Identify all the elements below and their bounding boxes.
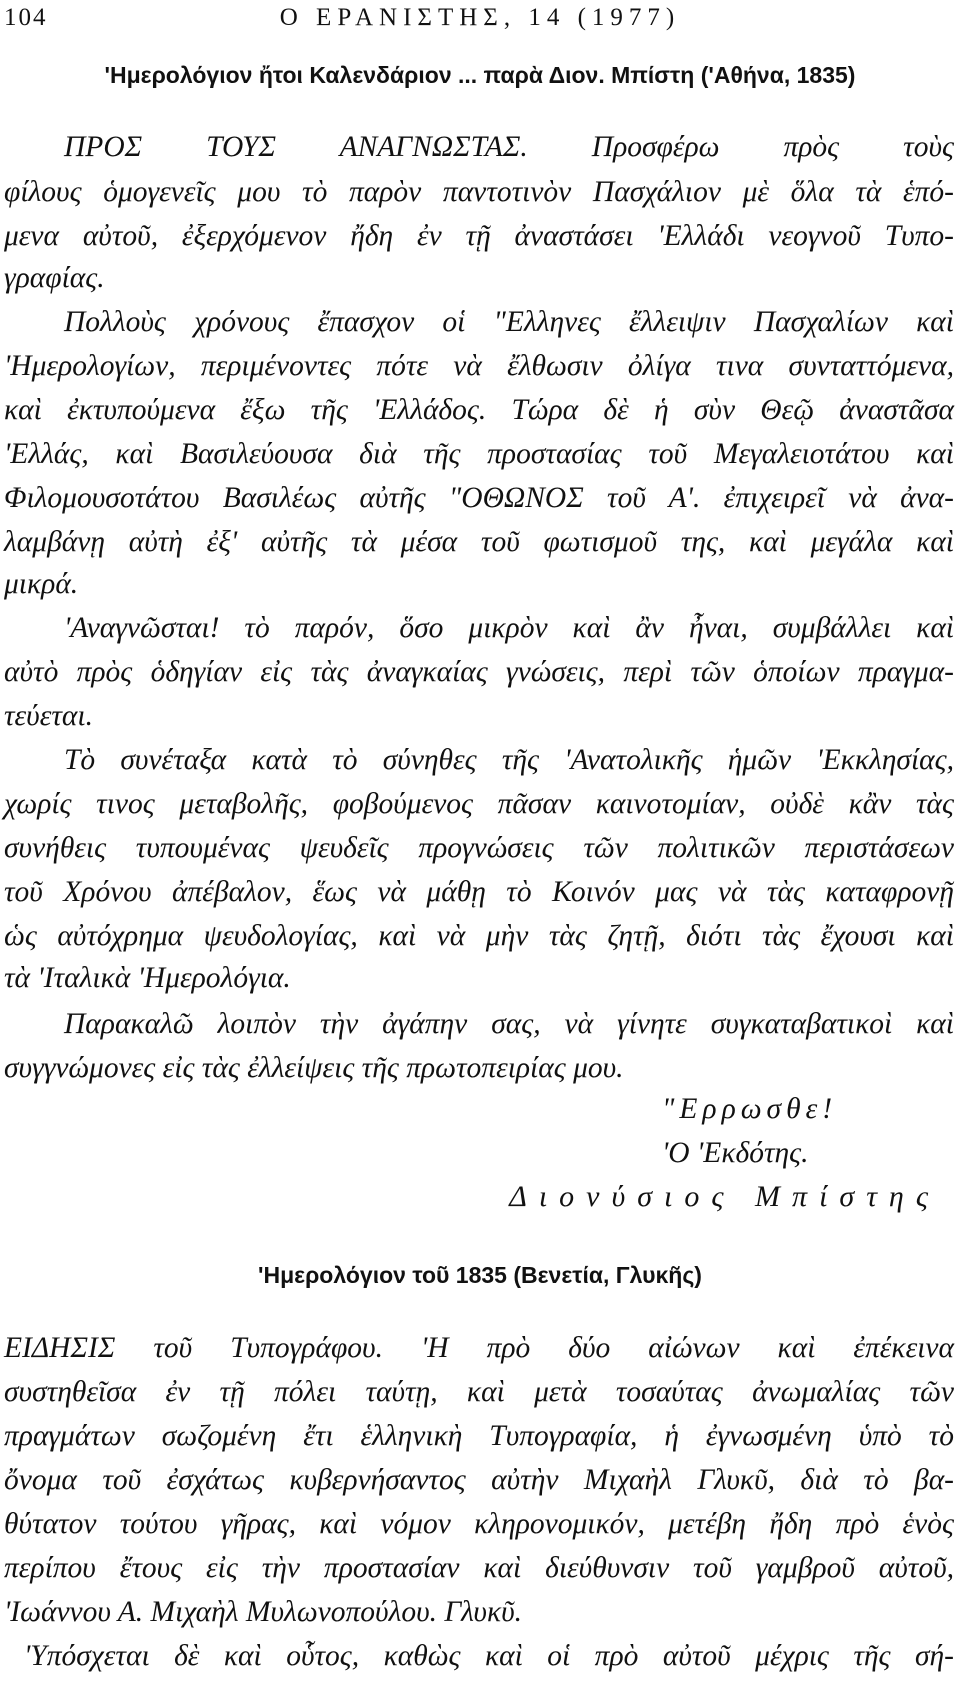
text-line: χωρίς τινος μεταβολῆς, φοβούμενος πᾶσαν καινοτομίαν, οὐδὲ κἂν τὰς: [4, 788, 954, 820]
text-line: ΕΙΔΗΣΙΣ τοῦ Τυπογράφου. 'Η πρὸ δύο αἰώνων καὶ ἐπέκεινα: [4, 1332, 954, 1364]
text-line: περίπου ἔτους εἰς τὴν προστασίαν καὶ διεύθυνσιν τοῦ γαμβροῦ αὐτοῦ,: [4, 1552, 954, 1584]
text-line: τεύεται.: [4, 700, 93, 732]
text-line: Τὸ συνέταξα κατὰ τὸ σύνηθες τῆς 'Ανατολικῆς ἡμῶν 'Εκκλησίας,: [64, 744, 954, 776]
text-line: 'Αναγνῶσται! τὸ παρόν, ὅσο μικρὸν καὶ ἂν ἦναι, συμβάλλει καὶ: [64, 612, 954, 644]
text-line: καὶ ἐκτυπούμενα ἔξω τῆς 'Ελλάδος. Τώρα δὲ ἡ σὺν Θεῷ ἀναστᾶσα: [4, 394, 954, 426]
text-line: ΠΡΟΣ ΤΟΥΣ ΑΝΑΓΝΩΣΤΑΣ. Προσφέρω πρὸς τοὺς: [64, 131, 954, 163]
text-line: γραφίας.: [4, 262, 105, 294]
text-line: τὰ 'Ιταλικὰ 'Ημερολόγια.: [4, 962, 291, 994]
journal-title: Ο ΕΡΑΝΙΣΤΗΣ, 14 (1977): [279, 4, 681, 31]
text-line: 'Υπόσχεται δὲ καὶ οὗτος, καθὼς καὶ οἱ πρὸ αὐτοῦ μέχρις τῆς σή-: [24, 1640, 954, 1672]
text-line: πραγμάτων σωζομένη ἔτι ἑλληνικὴ Τυπογραφία, ἡ ἐγνωσμένη ὑπὸ τὸ: [4, 1420, 954, 1452]
text-line: θύτατον τούτου γῆρας, καὶ νόμον κληρονομικόν, μετέβη ἤδη πρὸ ἑνὸς: [4, 1508, 954, 1540]
closing-salutation: "Ερρωσθε!: [662, 1093, 838, 1125]
text-line: φίλους ὁμογενεῖς μου τὸ παρὸν παντοτινὸν Πασχάλιον μὲ ὅλα τὰ ἑπό-: [4, 176, 954, 208]
text-line: μενα αὐτοῦ, ἐξερχόμενον ἤδη ἐν τῇ ἀναστάσει 'Ελλάδι νεογνοῦ Τυπο-: [4, 220, 954, 252]
text-line: συγγνώμονες εἰς τὰς ἐλλείψεις τῆς πρωτοπειρίας μου.: [4, 1052, 624, 1084]
text-line: συστηθεῖσα ἐν τῇ πόλει ταύτῃ, καὶ μετὰ τοσαύτας ἀνωμαλίας τῶν: [4, 1376, 954, 1408]
text-line: Παρακαλῶ λοιπὸν τὴν ἀγάπην σας, νὰ γίνητε συγκαταβατικοὶ καὶ: [64, 1008, 954, 1040]
running-head: [0, 2, 960, 32]
text-line: Φιλομουσοτάτου Βασιλέως αὐτῆς "ΟΘΩΝΟΣ τοῦ Α'. ἐπιχειρεῖ νὰ ἀνα-: [4, 482, 954, 514]
text-line: ὡς αὐτόχρημα ψευδολογίας, καὶ νὰ μὴν τὰς ζητῇ, διότι τὰς ἔχουσι καὶ: [4, 920, 954, 952]
text-line: ὄνομα τοῦ ἐσχάτως κυβερνήσαντος αὐτὴν Μιχαὴλ Γλυκῦ, διὰ τὸ βα-: [4, 1464, 954, 1496]
signer-name: Διονύσιος Μπίστης: [509, 1180, 940, 1213]
text-line: συνήθεις τυπουμένας ψευδεῖς προγνώσεις τῶν πολιτικῶν περιστάσεων: [4, 832, 954, 864]
text-line: μικρά.: [4, 568, 79, 600]
text-line: Πολλοὺς χρόνους ἔπασχον οἱ "Ελληνες ἔλλειψιν Πασχαλίων καὶ: [64, 306, 954, 338]
text-line: τοῦ Χρόνου ἀπέβαλον, ἕως νὰ μάθῃ τὸ Κοινόν μας νὰ τὰς καταφρονῇ: [4, 876, 954, 908]
page-number: 104: [4, 4, 48, 31]
text-line: 'Ημερολογίων, περιμένοντες πότε νὰ ἔλθωσιν ὀλίγα τινα συνταττόμενα,: [4, 350, 954, 382]
text-line: 'Ιωάννου Α. Μιχαὴλ Μυλωνοπούλου. Γλυκῦ.: [4, 1596, 523, 1628]
section-heading-2: 'Ημερολόγιον τοῦ 1835 (Βενετία, Γλυκῆς): [258, 1262, 702, 1288]
text-line: λαμβάνῃ αὐτὴ ἐξ' αὐτῆς τὰ μέσα τοῦ φωτισμοῦ της, καὶ μεγάλα καὶ: [4, 526, 954, 558]
text-line: αὐτὸ πρὸς ὁδηγίαν εἰς τὰς ἀναγκαίας γνώσεις, περὶ τῶν ὁποίων πραγμα-: [4, 656, 954, 688]
section-heading-1: 'Ημερολόγιον ἤτοι Καλενδάριον ... παρὰ Διον. Μπίστη ('Αθήνα, 1835): [104, 62, 856, 88]
text-line: 'Ελλάς, καὶ Βασιλεύουσα διὰ τῆς προστασίας τοῦ Μεγαλειοτάτου καὶ: [4, 438, 954, 470]
signer-title: 'Ο 'Εκδότης.: [662, 1137, 809, 1169]
